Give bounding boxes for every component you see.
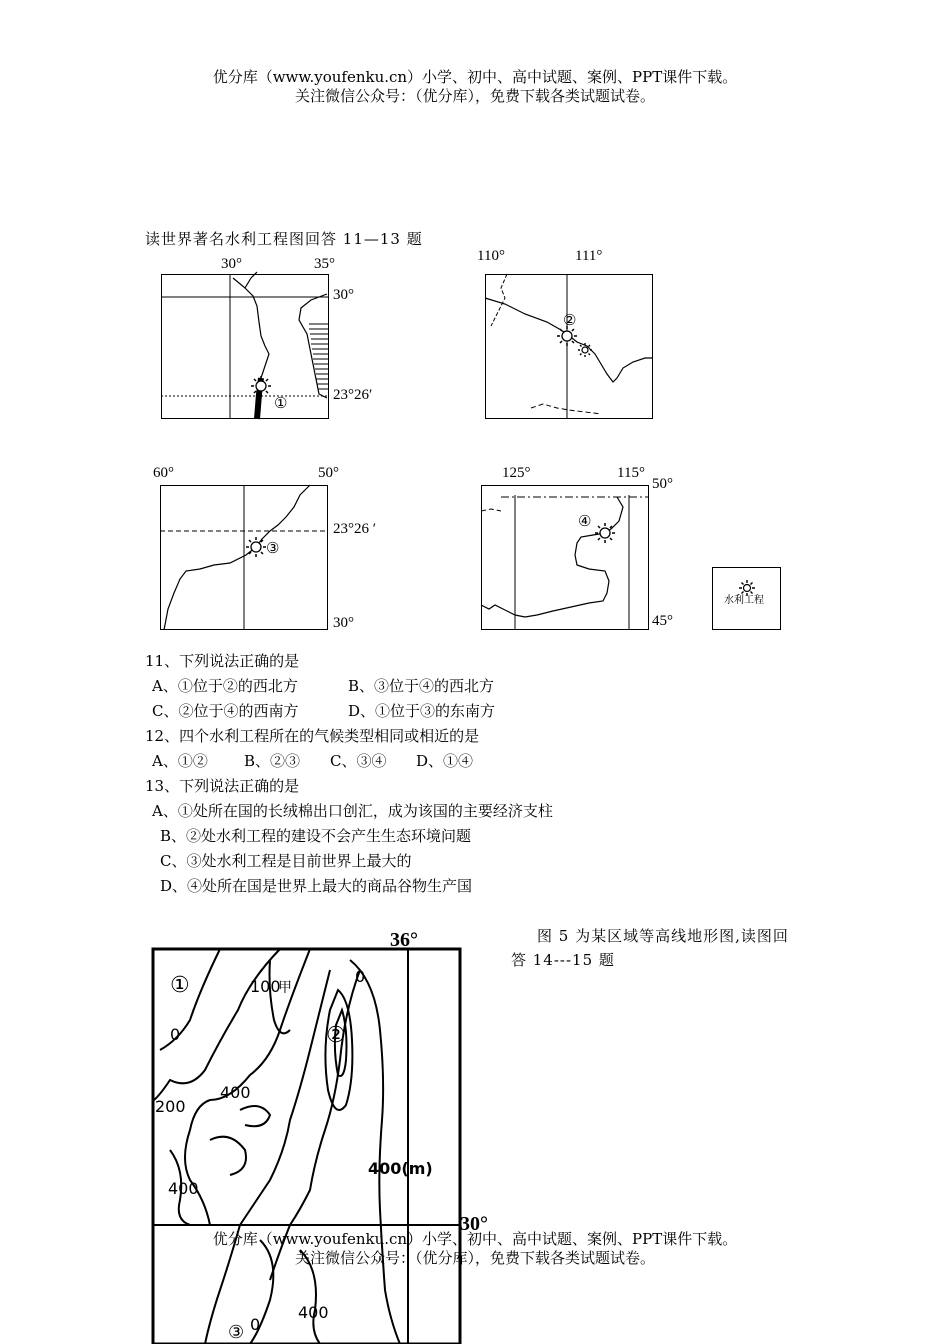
map1-lon-label-2: 35° bbox=[314, 256, 335, 272]
q13-option-c: C、③处水利工程是目前世界上最大的 bbox=[160, 852, 412, 870]
map4-lat-label-1: 50° bbox=[652, 476, 673, 492]
footer-line-2: 关注微信公众号：（优分库），免费下载各类试题试卷。 bbox=[294, 1249, 655, 1267]
map4-mark: ④ bbox=[578, 514, 592, 530]
contour-label-0-left: 0 bbox=[170, 1025, 181, 1044]
footer-line-1: 优分库（www.youfenku.cn）小学、初中、高中试题、案例、PPT课件下载。 bbox=[212, 1230, 738, 1248]
map4-drawing bbox=[481, 485, 649, 630]
map3-drawing bbox=[160, 485, 328, 630]
map2-lon-label-1: 110° bbox=[477, 248, 505, 264]
map3-lat-label-2: 30° bbox=[333, 615, 354, 631]
q11-option-a: A、①位于②的西北方 bbox=[152, 677, 298, 695]
contour-label-200: 200 bbox=[155, 1097, 186, 1116]
legend-label: 水利工程 bbox=[724, 595, 764, 606]
q13-option-a: A、①处所在国的长绒棉出口创汇，成为该国的主要经济支柱 bbox=[152, 802, 553, 820]
map4-lon-label-2: 115° bbox=[617, 465, 645, 481]
contour-label-400-a: 400 bbox=[220, 1083, 251, 1102]
contour-label-100: 100 bbox=[250, 977, 281, 996]
q12-option-a: A、①② bbox=[152, 752, 208, 770]
contour-label-400m: 400(m) bbox=[368, 1159, 433, 1178]
map3-lat-label-1: 23°26 ′ bbox=[333, 521, 377, 537]
map1-mark: ① bbox=[274, 396, 288, 412]
q11-option-d: D、①位于③的东南方 bbox=[348, 702, 496, 720]
q11-stem: 11、下列说法正确的是 bbox=[145, 652, 300, 670]
map1-lat-label-2: 23°26′ bbox=[333, 387, 373, 403]
q13-stem: 13、下列说法正确的是 bbox=[145, 777, 300, 795]
map4-lat-label-2: 45° bbox=[652, 613, 673, 629]
map4-dam-icon bbox=[595, 523, 615, 543]
contour-label-400-c: 400 bbox=[298, 1303, 329, 1322]
section2-intro-line-2: 答 14---15 题 bbox=[511, 951, 615, 969]
contour-lat-label: 30° bbox=[460, 1213, 488, 1235]
contour-label-0-bottom: 0 bbox=[250, 1315, 261, 1334]
contour-label-400-b: 400 bbox=[168, 1179, 199, 1198]
map4-lon-label-1: 125° bbox=[502, 465, 531, 481]
q12-option-c: C、③④ bbox=[330, 752, 387, 770]
contour-mark-1: ① bbox=[170, 973, 190, 998]
map3-dam-icon bbox=[246, 537, 266, 557]
q13-option-d: D、④处所在国是世界上最大的商品谷物生产国 bbox=[160, 877, 473, 895]
contour-label-0-top: 0 bbox=[355, 967, 366, 986]
contour-mark-3: ③ bbox=[228, 1322, 245, 1343]
map1-drawing bbox=[161, 274, 329, 419]
map1-dam-icon bbox=[251, 376, 271, 396]
header-line-2: 关注微信公众号：（优分库），免费下载各类试题试卷。 bbox=[294, 87, 655, 105]
q11-option-c: C、②位于④的西南方 bbox=[152, 702, 299, 720]
section2-intro-line-1: 图 5 为某区域等高线地形图,读图回 bbox=[537, 927, 789, 945]
map1-lon-label-1: 30° bbox=[221, 256, 242, 272]
contour-lon-label: 36° bbox=[390, 929, 418, 951]
q12-option-b: B、②③ bbox=[244, 752, 301, 770]
map3-lon-label-1: 60° bbox=[153, 465, 174, 481]
section1-intro: 读世界著名水利工程图回答 11—13 题 bbox=[145, 230, 423, 248]
map2-mark: ② bbox=[563, 313, 577, 329]
q12-stem: 12、四个水利工程所在的气候类型相同或相近的是 bbox=[145, 727, 480, 745]
q11-option-b: B、③位于④的西北方 bbox=[348, 677, 495, 695]
contour-mark-2: ② bbox=[326, 1023, 346, 1048]
map3-lon-label-2: 50° bbox=[318, 465, 339, 481]
header-line-1: 优分库（www.youfenku.cn）小学、初中、高中试题、案例、PPT课件下载。 bbox=[212, 68, 738, 86]
contour-point: 甲 bbox=[278, 980, 292, 996]
map2-drawing bbox=[485, 274, 653, 419]
map3-mark: ③ bbox=[266, 541, 280, 557]
q13-option-b: B、②处水利工程的建设不会产生生态环境问题 bbox=[160, 827, 472, 845]
map1-lat-label-1: 30° bbox=[333, 287, 354, 303]
q12-option-d: D、①④ bbox=[416, 752, 474, 770]
map2-lon-label-2: 111° bbox=[575, 248, 603, 264]
